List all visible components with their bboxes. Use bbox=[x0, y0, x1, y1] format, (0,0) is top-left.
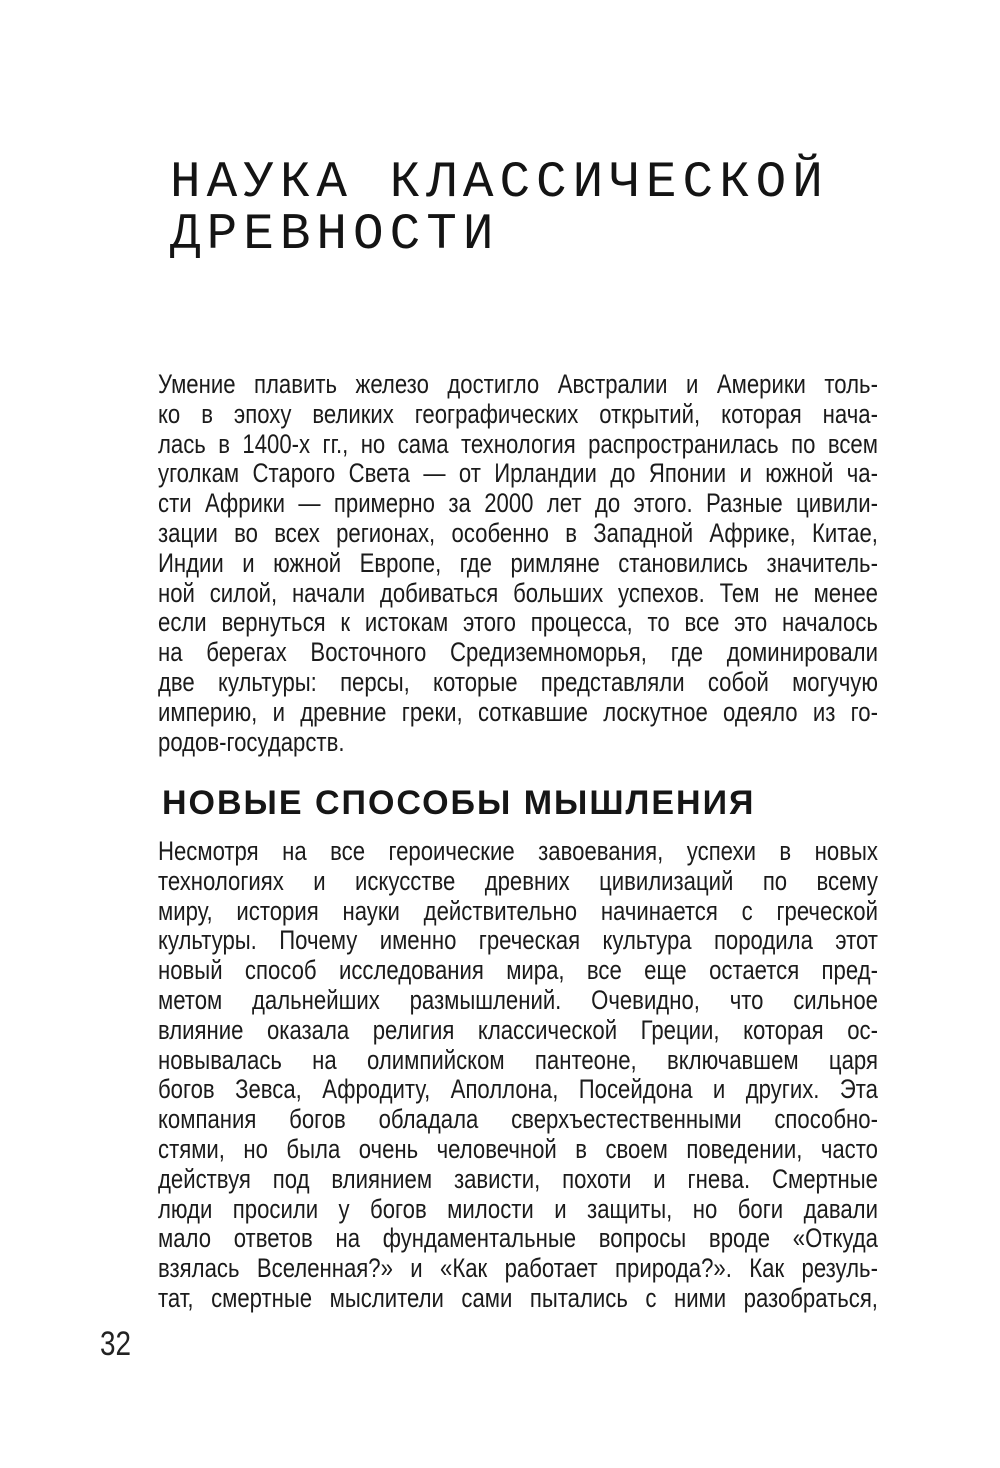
text-line: уголкам Старого Света — от Ирландии до Японии и южной ча- bbox=[158, 458, 878, 489]
text-line: люди просили у богов милости и защиты, но боги давали bbox=[158, 1193, 878, 1224]
text-line: новый способ исследования мира, все еще остается пред- bbox=[158, 955, 878, 986]
text-line: Индии и южной Европе, где римляне становились значитель- bbox=[158, 547, 878, 578]
text-line: богов Зевса, Афродиту, Аполлона, Посейдона и других. Эта bbox=[158, 1074, 878, 1105]
text-line: родов-государств. bbox=[158, 726, 345, 757]
text-line: технологиях и искусстве древних цивилизаций по всему bbox=[158, 865, 878, 896]
text-line: две культуры: персы, которые представляли собой могучую bbox=[158, 666, 878, 697]
text-line: метом дальнейших размышлений. Очевидно, что сильное bbox=[158, 984, 878, 1015]
text-line: сти Африки — примерно за 2000 лет до этого. Разные цивили- bbox=[158, 488, 878, 519]
text-line: тат, смертные мыслители сами пытались с ними разобраться, bbox=[158, 1282, 878, 1313]
page-number: 32 bbox=[100, 1325, 132, 1363]
text-line: если вернуться к истокам этого процесса, то все это началось bbox=[158, 607, 878, 638]
text-line: миру, история науки действительно начинается с греческой bbox=[158, 895, 878, 926]
text-line: Умение плавить железо достигло Австралии и Америки толь- bbox=[158, 369, 878, 399]
text-line: лась в 1400-х гг., но сама технология распространилась по всем bbox=[158, 428, 878, 459]
text-line: стями, но была очень человечной в своем поведении, часто bbox=[158, 1133, 878, 1164]
chapter-title-line-2: ДРЕВНОСТИ bbox=[170, 207, 500, 264]
text-line: ко в эпоху великих географических открытий, которая нача- bbox=[158, 398, 878, 429]
text-line: культуры. Почему именно греческая культура породила этот bbox=[158, 925, 878, 956]
text-line: компания богов обладала сверхъестественными способно- bbox=[158, 1104, 878, 1135]
text-line: влияние оказала религия классической Греции, которая ос- bbox=[158, 1014, 878, 1045]
text-line: новывалась на олимпийском пантеоне, включавшем царя bbox=[158, 1044, 878, 1075]
text-line: зации во всех регионах, особенно в Западной Африке, Китае, bbox=[158, 517, 878, 548]
intro-paragraph bbox=[158, 370, 878, 757]
text-line: действуя под влиянием зависти, похоти и гнева. Смертные bbox=[158, 1163, 878, 1194]
text-line: ной силой, начали добиваться больших успехов. Тем не менее bbox=[158, 577, 878, 608]
section-heading: НОВЫЕ СПОСОБЫ МЫШЛЕНИЯ bbox=[162, 784, 756, 822]
text-line: империю, и древние греки, соткавшие лоскутное одеяло из го- bbox=[158, 696, 878, 727]
text-line: взялась Вселенная?» и «Как работает природа?». Как резуль- bbox=[158, 1253, 878, 1284]
chapter-title bbox=[170, 155, 829, 264]
text-line: Несмотря на все героические завоевания, успехи в новых bbox=[158, 836, 878, 866]
chapter-title-line-1: НАУКА КЛАССИЧЕСКОЙ bbox=[170, 155, 829, 212]
text-line: мало ответов на фундаментальные вопросы вроде «Откуда bbox=[158, 1223, 878, 1254]
text-line: на берегах Восточного Средиземноморья, где доминировали bbox=[158, 637, 878, 668]
section-paragraph bbox=[158, 837, 878, 1314]
